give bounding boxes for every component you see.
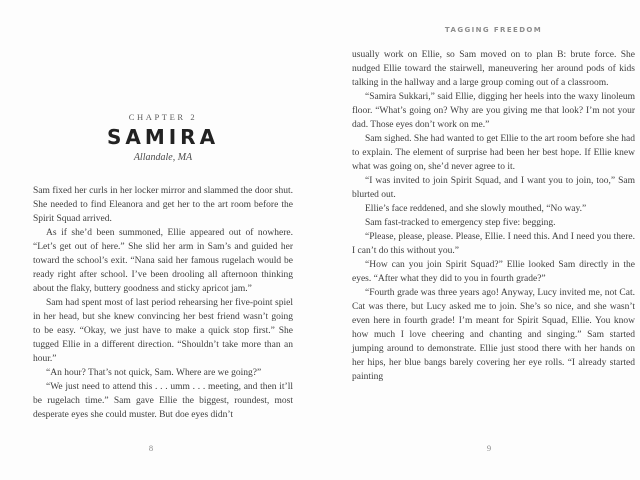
paragraph: usually work on Ellie, so Sam moved on to plan B: brute force. She nudged Ellie toward the stairwell, maneuvering her around pods of kids talking in the hallway and a large group coming out of a classroom.	[352, 50, 635, 88]
paragraph: “We just need to attend this . . . umm . . . meeting, and then it’ll be rugelach time.” Sam gave Ellie the biggest, roundest, most desperate eyes she could muster. But doe eyes didn’t	[33, 382, 293, 420]
right-page-body	[352, 48, 635, 384]
paragraph: Sam had spent most of last period rehearsing her five-point spiel in her head, but she knew convincing her best friend wasn’t going to be easy. “Okay, we just have to make a quick stop first.” She tugged Ellie in a different direction. “Shouldn’t take more than an hour.”	[33, 298, 293, 364]
right-page	[352, 0, 635, 384]
chapter-label: CHAPTER 2	[128, 112, 198, 122]
left-page-body	[33, 184, 293, 422]
left-page	[33, 0, 293, 422]
chapter-location: Allandale, MA	[133, 152, 193, 163]
paragraph: Sam fast-tracked to emergency step five: begging.	[365, 218, 556, 228]
paragraph: “Samira Sukkari,” said Ellie, digging her heels into the waxy linoleum floor. “What’s going on? Why are you giving me that look? I’m not your dad. Those eyes don’t work on me.”	[352, 92, 635, 130]
paragraph: As if she’d been summoned, Ellie appeared out of nowhere. “Let’s get out of here.” She slid her arm in Sam’s and guided her toward the school’s exit. “Nana said her famous rugelach would be ready right after school. I’ve been drooling all afternoon thinking about the flaky, buttery goodness and sticky apricot jam.”	[33, 228, 293, 294]
paragraph: Ellie’s face reddened, and she slowly mouthed, “No way.”	[365, 204, 587, 214]
page-number-left: 8	[148, 443, 154, 453]
paragraph: Sam fixed her curls in her locker mirror and slammed the door shut. She needed to find Eleanora and get her to the art room before the Spirit Squad arrived.	[33, 186, 293, 224]
running-header: TAGGING FREEDOM	[444, 26, 543, 34]
chapter-title: SAMIRA	[106, 125, 220, 149]
paragraph: “An hour? That’s not quick, Sam. Where are we going?”	[46, 368, 262, 378]
paragraph: “Please, please, please. Please, Ellie. I need this. And I need you there. I can’t do this without you.”	[352, 232, 635, 256]
paragraph: “I was invited to join Spirit Squad, and I want you to join, too,” Sam blurted out.	[352, 176, 635, 200]
paragraph: Sam sighed. She had wanted to get Ellie to the art room before she had to explain. The element of surprise had been her best hope. If Ellie knew what was going on, she’d never agree to it.	[352, 134, 635, 172]
page-number-right: 9	[486, 443, 492, 453]
paragraph: “How can you join Spirit Squad?” Ellie looked Sam directly in the eyes. “After what they did to you in fourth grade?”	[352, 260, 635, 284]
paragraph: “Fourth grade was three years ago! Anyway, Lucy invited me, not Cat. Cat was there, but Lucy asked me to join. She’s so nice, and she wasn’t even here in fourth grade! I’m meant for Spirit Squad, Ellie. You know how much I love cheering and chanting and singing.” Sam started jumping around to demonstrate. Ellie just stood there with her hands on her hips, her blue bangs barely covering her eye rolls. “I already started painting	[352, 288, 635, 382]
